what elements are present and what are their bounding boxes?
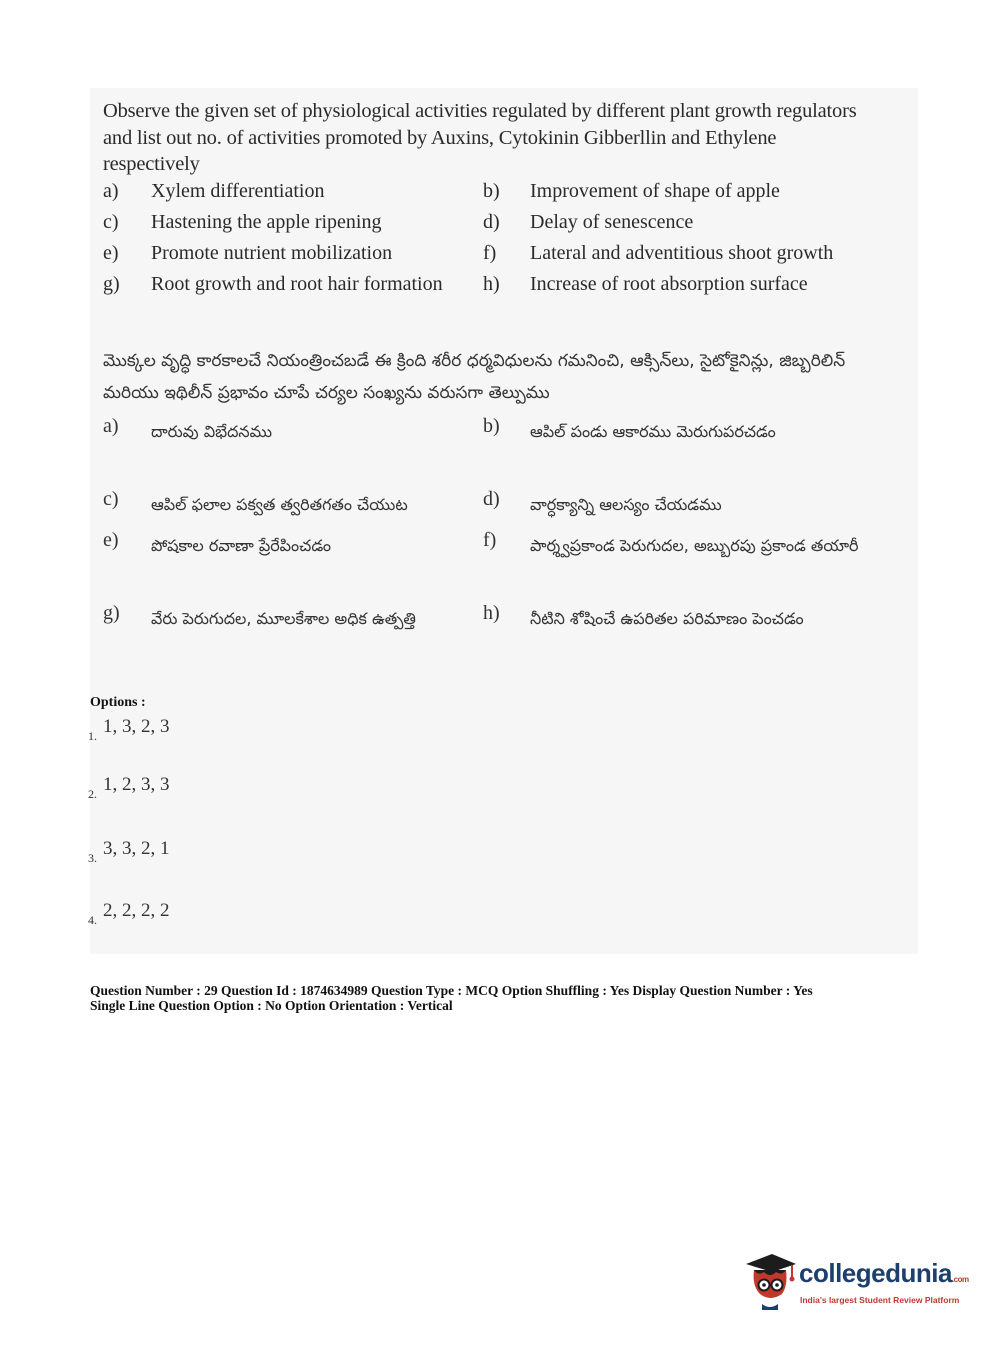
option-text: పోషకాల రవాణా ప్రేరేపించడం xyxy=(151,536,332,555)
option-letter: b) xyxy=(483,415,500,437)
option-letter: a) xyxy=(103,180,119,202)
option-letter: h) xyxy=(483,602,500,624)
option-letter: e) xyxy=(103,242,119,264)
option-letter: f) xyxy=(483,529,497,551)
answer-number: 1. xyxy=(88,729,97,743)
option-letter: d) xyxy=(483,211,500,233)
question-metadata xyxy=(90,983,920,1013)
metadata-line-2: Single Line Question Option : No Option Orientation : Vertical xyxy=(90,998,453,1013)
logo-tagline: India's largest Student Review Platform xyxy=(800,1295,960,1305)
option-letter: c) xyxy=(103,211,119,233)
option-letter: c) xyxy=(103,488,119,510)
option-text: దారువు విభేదనము xyxy=(151,422,273,441)
option-text: పార్శ్వప్రకాండ పెరుగుదల, అబ్బురపు ప్రకాండ తయారీ xyxy=(530,536,859,555)
answer-option-4[interactable] xyxy=(88,900,170,927)
option-text: Root growth and root hair formation xyxy=(151,273,443,295)
answer-text: 1, 2, 3, 3 xyxy=(103,774,170,795)
logo-wordmark: collegedunia.com xyxy=(799,1258,969,1288)
answer-option-2[interactable] xyxy=(88,774,170,801)
option-letter: b) xyxy=(483,180,500,202)
mascot-icon xyxy=(742,1250,798,1310)
english-options-grid xyxy=(103,180,883,304)
option-letter: f) xyxy=(483,242,497,264)
options-label: Options : xyxy=(90,695,146,710)
collegedunia-logo xyxy=(742,1250,972,1310)
answer-option-3[interactable] xyxy=(88,838,170,865)
option-text: Delay of senescence xyxy=(530,211,694,233)
option-text: నీటిని శోషించే ఉపరితల పరిమాణం పెంచడం xyxy=(530,609,804,628)
option-letter: d) xyxy=(483,488,500,510)
option-letter: g) xyxy=(103,602,120,624)
option-row xyxy=(103,211,883,242)
option-text: ఆపిల్ పండు ఆకారము మెరుగుపరచడం xyxy=(530,422,776,441)
option-text: Lateral and adventitious shoot growth xyxy=(530,242,834,264)
answer-text: 3, 3, 2, 1 xyxy=(103,838,170,859)
option-letter: e) xyxy=(103,529,119,551)
option-text: Xylem differentiation xyxy=(151,180,325,202)
option-text: Hastening the apple ripening xyxy=(151,211,382,233)
answer-text: 1, 3, 2, 3 xyxy=(103,716,170,737)
question-text-english: Observe the given set of physiological activities regulated by different plant growth regulators and list out no. of activities promoted by Auxins, Cytokinin Gibberllin and Ethylene respectively xyxy=(103,100,857,175)
option-letter: g) xyxy=(103,273,120,295)
answer-number: 3. xyxy=(88,851,97,865)
answer-text: 2, 2, 2, 2 xyxy=(103,900,170,921)
option-letter: a) xyxy=(103,415,119,437)
option-text: Increase of root absorption surface xyxy=(530,273,808,295)
metadata-line-1: Question Number : 29 Question Id : 1874634989 Question Type : MCQ Option Shuffling : Yes Display Question Number : Yes xyxy=(90,983,813,998)
option-text: Promote nutrient mobilization xyxy=(151,242,393,264)
option-row xyxy=(103,273,883,304)
answer-option-1[interactable] xyxy=(88,716,170,743)
option-text: వార్ధక్యాన్ని ఆలస్యం చేయడము xyxy=(530,495,722,514)
option-letter: h) xyxy=(483,273,500,295)
question-text-telugu: మొక్కల వృద్ధి కారకాలచే నియంత్రించబడే ఈ క్రింది శరీర ధర్మవిధులను గమనించి, ఆక్సిన్‌లు, సైటోకైనిన్లు, జిబ్బరిలిన్ మరియు ఇథిలీన్ ప్రభావం చూపే చర్యల సంఖ్యను వరుసగా తెల్పుము xyxy=(103,351,846,403)
option-text: Improvement of shape of apple xyxy=(530,180,780,202)
answer-number: 2. xyxy=(88,787,97,801)
answer-number: 4. xyxy=(88,913,97,927)
option-text: ఆపిల్ ఫలాల పక్వత త్వరితగతం చేయుట xyxy=(151,495,408,514)
option-row xyxy=(103,180,883,211)
option-text: వేరు పెరుగుదల, మూలకేశాల అధిక ఉత్పత్తి xyxy=(151,609,416,628)
option-row xyxy=(103,242,883,273)
